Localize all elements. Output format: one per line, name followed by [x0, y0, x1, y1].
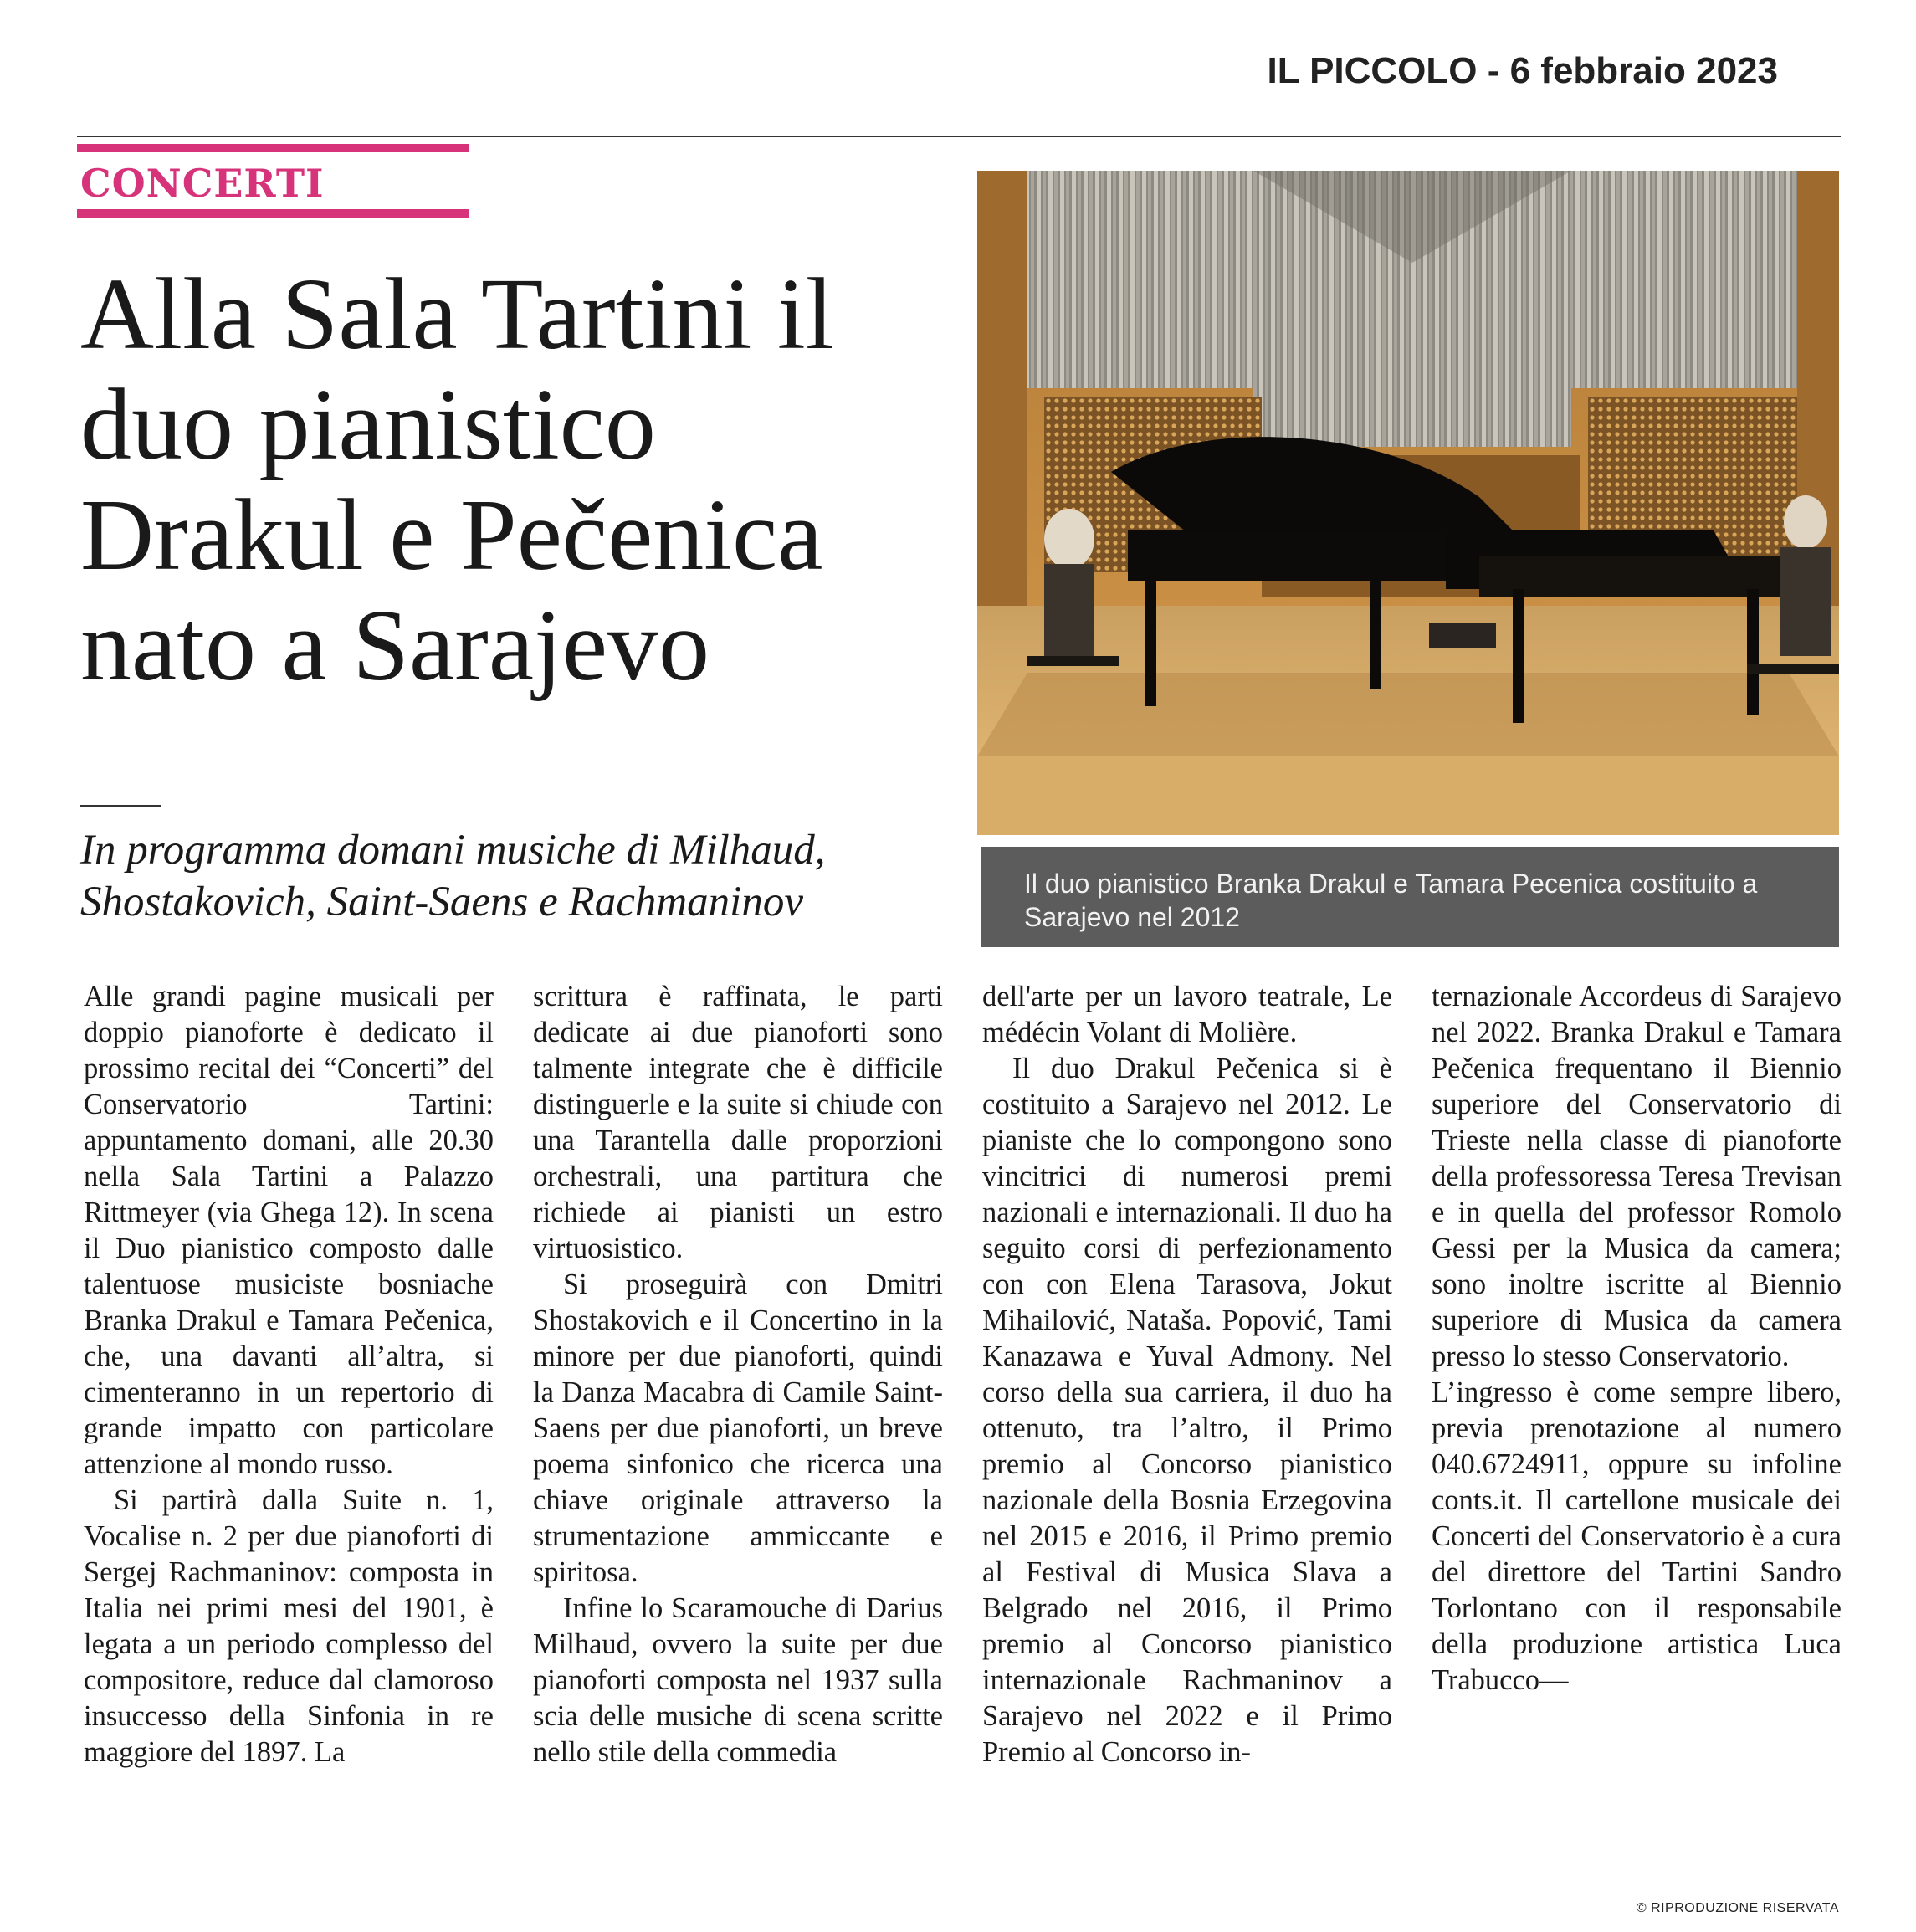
photo-caption: Il duo pianistico Branka Drakul e Tamara Pecenica costituito a Sarajevo nel 2012 [981, 847, 1839, 947]
top-rule [77, 136, 1841, 137]
column-2 [533, 979, 943, 1771]
concert-hall-photo [977, 171, 1839, 835]
copyright-notice: © RIPRODUZIONE RISERVATA [1636, 1901, 1839, 1915]
paragraph: Alle grandi pagine musicali per doppio pianoforte è dedicato il prossimo recital dei “Concerti” del Conservatorio Tartini: appuntamento domani, alle 20.30 nella Sala Tartini a Palazzo Rittmeyer (via Ghega 12). In scena il Duo pianistico composto dalle talentuose musiciste bosniache Branka Drakul e Tamara Pečenica, che, una davanti all’altra, si cimenteranno in un repertorio di grande impatto con particolare attenzione al mondo russo. [84, 981, 494, 1480]
paragraph: ternazionale Accordeus di Sarajevo nel 2022. Branka Drakul e Tamara Pečenica frequentano il Biennio superiore del Conservatorio di Trieste nella classe di pianoforte della professoressa Teresa Trevisan e in quella del professor Romolo Gessi per la Musica da camera; sono inoltre iscritte al Biennio superiore di Musica da camera presso lo stesso Conservatorio. [1432, 981, 1842, 1372]
paragraph: Si proseguirà con Dmitri Shostakovich e il Concertino in la minore per due pianoforti, quindi la Danza Macabra di Camile Saint-Saens per due pianoforti, un breve poema sinfonico che ricerca una chiave originale attraverso la strumentazione ammiccante e spiritosa. [533, 1268, 943, 1588]
paragraph: Si partirà dalla Suite n. 1, Vocalise n. 2 per due pianoforti di Sergej Rachmaninov: composta in Italia nei primi mesi del 1901, è legata a un periodo complesso del compositore, reduce dal clamoroso insuccesso della Sinfonia in re maggiore del 1897. La [84, 1484, 494, 1768]
column-4 [1432, 979, 1842, 1699]
section-bar-bottom [77, 209, 469, 218]
photo-illustration [977, 171, 1839, 835]
masthead: IL PICCOLO - 6 febbraio 2023 [1267, 50, 1778, 91]
article-body [84, 979, 1841, 1899]
paragraph: L’ingresso è come sempre libero, previa prenotazione al numero 040.6724911, oppure su infoline conts.it. Il cartellone musicale dei Concerti del Conservatorio è a cura del direttore del Tartini Sandro Torlontano con il responsabile della produzione artistica Luca Trabucco— [1432, 1376, 1842, 1696]
paragraph: scrittura è raffinata, le parti dedicate ai due pianoforti sono talmente integrate che è difficile distinguerle e la suite si chiude con una Tarantella dalle proporzioni orchestrali, una partitura che richiede ai pianisti un estro virtuosistico. [533, 981, 943, 1264]
subtitle-rule [80, 805, 161, 807]
column-1 [84, 979, 494, 1771]
section-title: CONCERTI [80, 161, 325, 206]
section-bar-top [77, 144, 469, 152]
paragraph: Infine lo Scaramouche di Darius Milhaud, ovvero la suite per due pianoforti composta nel 1937 sulla scia delle musiche di scena scritte nello stile della commedia [533, 1592, 943, 1768]
headline: Alla Sala Tartini il duo pianistico Drakul e Pečenica nato a Sarajevo [80, 258, 834, 702]
paragraph: Il duo Drakul Pečenica si è costituito a Sarajevo nel 2012. Le pianiste che lo compongono sono vincitrici di numerosi premi nazionali e internazionali. Il duo ha seguito corsi di perfezionamento con con Elena Tarasova, Jokut Mihailović, Nataša. Popović, Tami Kanazawa e Yuval Admony. Nel corso della sua carriera, il duo ha ottenuto, tra l’altro, il Primo premio al Concorso pianistico nazionale della Bosnia Erzegovina nel 2015 e 2016, il Primo premio al Festival di Musica Slava a Belgrado nel 2016, il Primo premio al Concorso pianistico internazionale Rachmaninov a Sarajevo nel 2022 e il Primo Premio al Concorso in- [982, 1053, 1392, 1768]
section-label [77, 144, 469, 218]
column-3 [982, 979, 1392, 1771]
subtitle: In programma domani musiche di Milhaud, Shostakovich, Saint-Saens e Rachmaninov [80, 827, 826, 925]
paragraph: dell'arte per un lavoro teatrale, Le médécin Volant di Molière. [982, 981, 1392, 1048]
